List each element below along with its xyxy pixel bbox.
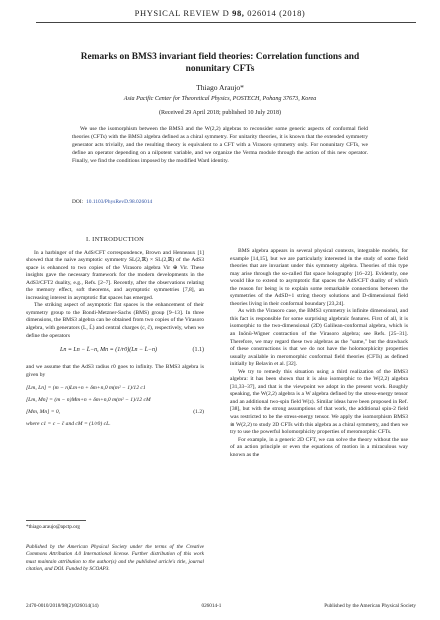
journal-name: PHYSICAL REVIEW D	[134, 8, 230, 18]
doi-link[interactable]: 10.1103/PhysRevD.98.026014	[86, 199, 153, 205]
license-notice: Published by the American Physical Society under the terms of the Creative Commons Attribution 4.0 International license. Further distribution of this work must maintain attribution to the author(s) and the published article's title, journal citation, and DOI. Funded by SCOAP3.	[26, 544, 204, 572]
doi-line	[72, 199, 152, 205]
algebra-line-1: [Lm, Ln] = (m − n)Lm+n + δm+n,0 m(m² − 1)/12 c1	[26, 385, 146, 392]
right-column	[230, 248, 408, 459]
footnote-rule	[26, 520, 86, 521]
equation-1-2-number: (1.2)	[193, 409, 204, 416]
equation-1-1-number: (1.1)	[192, 347, 204, 354]
algebra-line-4: where c1 = c − c̄ and cM = (1/r0) cL.	[26, 421, 111, 428]
right-paragraph-4: For example, in a generic 2D CFT, we can solve the theory without the use of an action principle or even the equations of motion in a miraculous way known as the	[230, 436, 408, 458]
author-name: Thiago Araujo*	[196, 83, 244, 92]
doi-label: DOI:	[72, 199, 84, 205]
right-paragraph-3: We try to remedy this situation using a third realization of the BMS3 algebra: it has been shown that it is also isomorphic to the W(2,2) algebra [31,33–37], and that is the viewpoint we adopt in the present work. Roughly speaking, the W(2,2) algebra is a W algebra defined by the stress-energy tensor and an additional two-spin field W(z). Similar ideas have been proposed in Ref. [38], but with the strong assumptions of that work, the additional spin-2 field was restricted to be the stress-energy tensor. We apply the isomorphism BMS3 ≅ W(2,2) to study 2D CFTs with this algebra as a chiral symmetry, and then we try to use the powerful holomorphicity properties of meromorphic CFTs.	[230, 368, 408, 436]
right-paragraph-2: As with the Virasoro case, the BMS3 symmetry is infinite dimensional, and this fact is responsible for some surprising algebraic features. First of all, it is isomorphic to the two-dimensional (2D) Galilean-conformal algebra, which is an Inönü-Wigner contraction of the Virasoro algebra; see Refs. [25–31]. Therefore, we may regard these two algebras as the "same," but the drawback of these constructions is that we do not have the holomorphicity properties usually available in meromorphic conformal field theories (CFTs) as defined initially by Belavin et al. [32].	[230, 308, 408, 368]
page-footer	[26, 603, 416, 609]
intro-paragraph-2: The striking aspect of asymptotic flat spaces is the enhancement of their symmetry group to the Bondi-Metzner-Sachs (BMS) group [9–13]. In three dimensions, the BMS3 algebra can be obtained from two copies of the Virasoro algebra, with generators (L, L̄) and central charges (c, c̄), respectively, when we define the operators	[26, 302, 204, 339]
journal-article-number: 026014 (2018)	[247, 8, 306, 18]
right-paragraph-1: BMS algebra appears in several physical contexts, integrable models, for example [14,15], but we are particularly interested in the study of some field theories that are invariant under this symmetry algebra. Theories of this type may arise through the so-called flat space holography [16–22]. Evidently, one would like to extend to asymptotic flat spaces the AdS/CFT duality of which the reason for being is to explain some remarkable connections between the symmetries of the AdSD+1 string theory solutions and D-dimensional field theories living in their conformal boundary [23,24].	[230, 248, 408, 307]
article-title: Remarks on BMS3 invariant field theories: Correlation functions and nonunitary CFTs	[80, 52, 360, 74]
author-affiliation: Asia Pacific Center for Theoretical Physics, POSTECH, Pohang 37673, Korea	[123, 96, 317, 102]
algebra-line-2: [Lm, Mn] = (m − n)Mm+n + δm+n,0 m(m² − 1)/12 cM	[26, 397, 151, 404]
received-published-dates: (Received 29 April 2018; published 10 July 2018)	[158, 110, 282, 116]
journal-volume: 98,	[232, 8, 245, 18]
left-column	[26, 218, 204, 433]
section-heading-introduction: I. INTRODUCTION	[85, 236, 145, 243]
intro-paragraph-1: In a harbinger of the AdS/CFT correspondence, Brown and Henneaux [1] showed that the naive asymptotic symmetry SL(2,ℝ) × SL(2,ℝ) of the AdS3 space is enhanced to two copies of the Virasoro algebra Vir ⊕ Vir. These insights gave the necessary framework for the modern developments in the AdS3/CFT2 duality, e.g., Refs. [2–7]. Recently, after the observations relating the memory effect, soft theorems, and asymptotic symmetries [7,8], an increasing interest in asymptotic flat spaces has emerged.	[26, 249, 204, 301]
author-email-footnote: *thiago.araujo@apctp.org	[26, 524, 80, 530]
header-rule	[36, 22, 416, 23]
algebra-line-3	[26, 406, 204, 418]
abstract	[72, 126, 368, 166]
journal-header	[0, 8, 440, 18]
equation-1-2	[26, 382, 204, 430]
equation-1-1	[26, 343, 204, 361]
footer-page-number: 026014-1	[201, 603, 222, 609]
equation-1-1-body: Ln ≡ Ln − L̄−n, Mn ≡ (1/r0)(Ln − L̄−n)	[60, 347, 157, 354]
algebra-line-3-body: [Mm, Mn] = 0,	[26, 409, 61, 416]
abstract-text: We use the isomorphism between the BMS3 and the W(2,2) algebras to reconsider some generic aspects of conformal field theories (CFTs) with the BMS3 algebra defined as a chiral symmetry. For unitarity theories, it is known that the extended symmetry generator acts trivially, and the resulting theory is equivalent to a CFT with a Virasoro symmetry only. For nonunitary CFTs, we define an operator depending on a nilpotent variable, and we organize the Verma module through the action of this new operator. Finally, we find the conditions imposed by the modified Ward identity.	[72, 126, 368, 164]
intro-paragraph-3: and we assume that the AdS3 radius r0 goes to infinity. The BMS3 algebra is given by	[26, 364, 204, 378]
footer-code: 2470-0010/2018/98(2)/026014(14)	[26, 603, 99, 609]
footer-publisher: Published by the American Physical Society	[324, 603, 416, 609]
